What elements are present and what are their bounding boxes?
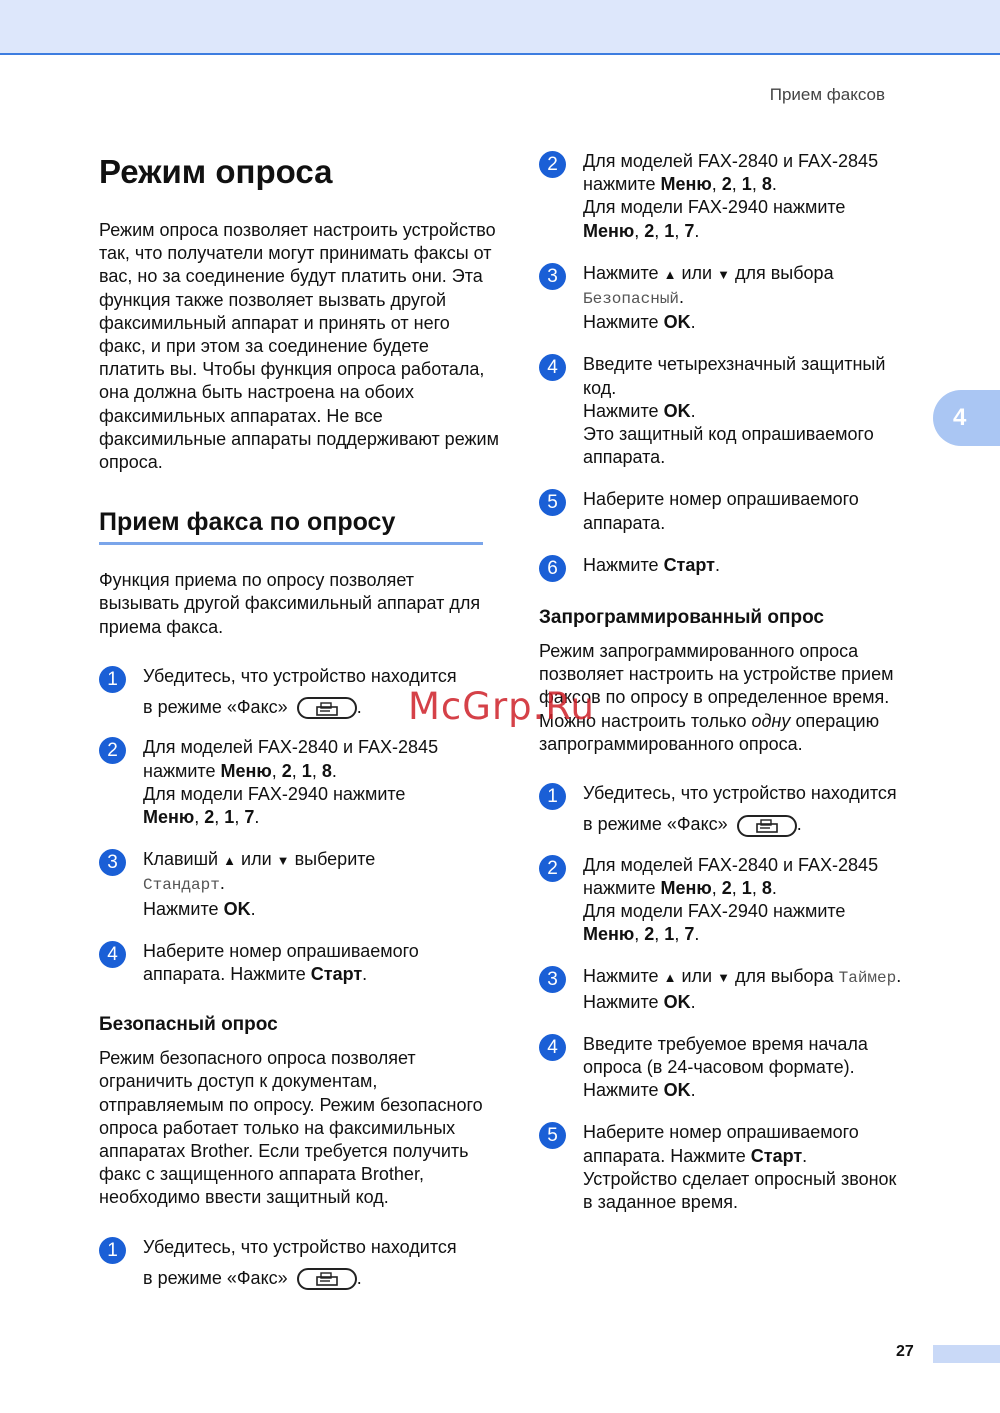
step-number-badge: 2 xyxy=(539,151,566,178)
step-number-badge: 4 xyxy=(539,1034,566,1061)
step-number-badge: 3 xyxy=(539,263,566,290)
step-2: 2 Для моделей FAX-2840 и FAX-2845 нажмите Меню, 2, 1, 8. Для модели FAX-2940 нажмите Меню, 2, 1, 7. xyxy=(539,854,939,947)
step-text: Нажмите xyxy=(583,991,659,1012)
step-2: 2 Для моделей FAX-2840 и FAX-2845 нажмите Меню, 2, 1, 8. Для модели FAX-2940 нажмите Меню, 2, 1, 7. xyxy=(99,736,499,829)
step-text: в режиме «Факс» xyxy=(583,814,728,835)
key-menu: Меню xyxy=(660,877,712,898)
step-number-badge: 2 xyxy=(99,737,126,764)
key-digit: 2 xyxy=(644,220,655,241)
key-digit: 8 xyxy=(321,760,332,781)
step-number-badge: 3 xyxy=(99,849,126,876)
step-number-badge: 4 xyxy=(99,941,126,968)
page-title: Режим опроса xyxy=(99,153,333,190)
step-3: 3 Нажмите ▲ или ▼ для выбора Безопасный. Нажмите OK. xyxy=(539,262,939,335)
step-1: 1 Убедитесь, что устройство находится в режиме «Факс» . xyxy=(99,665,499,719)
step-text: или xyxy=(681,262,713,283)
key-digit: 7 xyxy=(244,806,255,827)
key-digit: 1 xyxy=(664,924,675,945)
step-text: Убедитесь, что устройство находится xyxy=(583,783,897,804)
step-1: 1 Убедитесь, что устройство находится в режиме «Факс» . xyxy=(99,1236,499,1290)
step-number-badge: 6 xyxy=(539,555,566,582)
key-start: Старт xyxy=(663,554,715,575)
header-band xyxy=(0,0,1000,55)
step-1: 1 Убедитесь, что устройство находится в режиме «Факс» . xyxy=(539,782,939,836)
step-3: 3 Нажмите ▲ или ▼ для выбора Таймер. Нажмите OK. xyxy=(539,965,939,1013)
step-text: Наберите номер опрашиваемого xyxy=(583,489,859,510)
step-text: Нажмите xyxy=(583,312,659,333)
step-6: 6 Нажмите Старт. xyxy=(539,554,939,577)
step-text: Нажмите xyxy=(143,898,219,919)
key-ok: OK xyxy=(663,991,691,1012)
step-number-badge: 3 xyxy=(539,966,566,993)
key-digit: 2 xyxy=(721,877,732,898)
key-digit: 1 xyxy=(741,174,752,195)
paragraph-text: Режим запрограммированного опроса позволяет настроить на устройстве прием факсов по опросу в определенное время. Можно настроить только xyxy=(539,641,894,731)
watermark: McGrp.Ru xyxy=(408,685,595,728)
steps-programmed-polling xyxy=(539,782,939,1214)
paragraph-text: операцию запрограммированного опроса. xyxy=(539,710,880,754)
step-text: Нажмите xyxy=(583,400,659,421)
page-number: 27 xyxy=(896,1343,914,1360)
step-text: Для модели FAX-2940 нажмите xyxy=(143,783,406,804)
step-text: для выбора xyxy=(734,966,834,987)
step-text: нажмите xyxy=(583,174,656,195)
step-text: Для модели FAX-2940 нажмите xyxy=(583,900,846,921)
lcd-option: Стандарт xyxy=(143,876,220,895)
chapter-tab: 4 xyxy=(933,390,1000,446)
step-4: 4 Наберите номер опрашиваемого аппарата. Нажмите Старт. xyxy=(99,940,499,986)
step-text: нажмите xyxy=(583,877,656,898)
emphasis: одну xyxy=(751,710,791,731)
key-start: Старт xyxy=(750,1145,803,1166)
key-digit: 2 xyxy=(644,924,655,945)
key-menu: Меню xyxy=(583,220,635,241)
step-text: в режиме «Факс» xyxy=(143,697,288,718)
key-digit: 7 xyxy=(684,220,695,241)
step-text: Нажмите xyxy=(583,262,659,283)
step-number-badge: 1 xyxy=(539,783,566,810)
lcd-option: Таймер xyxy=(838,969,897,988)
step-4: 4 Введите требуемое время начала опроса (в 24-часовом формате). Нажмите OK. xyxy=(539,1033,939,1103)
section-paragraph: Функция приема по опросу позволяет вызывать другой факсимильный аппарат для приема факса. xyxy=(99,570,481,637)
key-menu: Меню xyxy=(143,806,195,827)
key-menu: Меню xyxy=(583,924,635,945)
intro-paragraph: Режим опроса позволяет настроить устройство так, что получатели могут принимать факсы от вас, но за соединение будут платить они. Эта функция также позволяет вызвать другой факсимильный аппарат и принять от него факс, и при этом за соединение будете платить вы. Чтобы функция опроса работала, она должна быть настроена на обоих факсимильных аппаратах. Не все факсимильные аппараты поддерживают режим опроса. xyxy=(99,220,499,473)
step-number-badge: 5 xyxy=(539,1122,566,1149)
programmed-polling-paragraph xyxy=(539,640,939,756)
step-text: для выбора xyxy=(734,262,834,283)
down-arrow-icon: ▼ xyxy=(717,266,730,282)
key-ok: OK xyxy=(663,400,691,421)
step-text: в заданное время. xyxy=(583,1191,738,1212)
up-arrow-icon: ▲ xyxy=(223,853,237,869)
secure-polling-paragraph: Режим безопасного опроса позволяет ограничить доступ к документам, отправляемым по опросу. Режим безопасного опроса работает только на факсимильных аппаратах Brother. Если требуется получить факс с защищенного аппарата Brother, необходимо ввести защитный код. xyxy=(99,1048,483,1208)
key-menu: Меню xyxy=(660,174,712,195)
step-number-badge: 2 xyxy=(539,855,566,882)
step-number-badge: 1 xyxy=(99,1237,126,1264)
step-text: или xyxy=(241,849,272,870)
step-text: Для модели FAX-2940 нажмите xyxy=(583,197,846,218)
step-4: 4 Введите четырехзначный защитный код. Нажмите OK. Это защитный код опрашиваемого аппарата. xyxy=(539,353,939,469)
step-text: Для моделей FAX-2840 и FAX-2845 xyxy=(143,737,439,758)
step-number-badge: 1 xyxy=(99,666,126,693)
step-text: Убедитесь, что устройство находится xyxy=(143,665,457,686)
step-2: 2 Для моделей FAX-2840 и FAX-2845 нажмите Меню, 2, 1, 8. Для модели FAX-2940 нажмите Меню, 2, 1, 7. xyxy=(539,150,939,243)
key-digit: 2 xyxy=(721,174,732,195)
steps-secure-polling-left xyxy=(99,1236,499,1290)
step-text: Нажмите xyxy=(583,1080,659,1101)
fax-mode-button-icon xyxy=(737,815,797,837)
key-digit: 1 xyxy=(301,760,312,781)
key-ok: OK xyxy=(663,1080,691,1101)
fax-mode-button-icon xyxy=(297,697,357,719)
up-arrow-icon: ▲ xyxy=(663,970,677,986)
key-digit: 2 xyxy=(281,760,292,781)
section-heading-programmed-polling: Запрограммированный опрос xyxy=(539,607,824,629)
step-text: Введите требуемое время начала xyxy=(583,1033,868,1054)
step-text: Наберите номер опрашиваемого xyxy=(583,1122,859,1143)
step-text: Наберите номер опрашиваемого xyxy=(143,940,419,961)
step-text: Это защитный код опрашиваемого xyxy=(583,424,874,445)
step-text: Введите четырехзначный защитный xyxy=(583,354,886,375)
key-start: Старт xyxy=(310,963,363,984)
step-text: Для моделей FAX-2840 и FAX-2845 xyxy=(583,151,879,171)
running-head: Прием факсов xyxy=(769,85,885,104)
step-5 xyxy=(539,488,939,534)
key-digit: 8 xyxy=(761,174,772,195)
step-text: аппарата. xyxy=(583,512,666,533)
lcd-option: Безопасный xyxy=(583,290,680,309)
up-arrow-icon: ▲ xyxy=(663,266,677,282)
down-arrow-icon: ▼ xyxy=(276,853,290,869)
key-ok: OK xyxy=(223,898,251,919)
step-text: Нажмите xyxy=(583,554,659,575)
steps-secure-polling-right xyxy=(539,150,939,577)
page-footer-bar xyxy=(933,1345,1000,1363)
step-text: Клавишй xyxy=(143,849,219,870)
step-text: опроса (в 24-часовом формате). xyxy=(583,1056,855,1077)
step-number-badge: 5 xyxy=(539,489,566,516)
key-digit: 8 xyxy=(761,877,772,898)
step-text: Нажмите xyxy=(583,966,659,987)
step-text: аппарата. Нажмите xyxy=(143,963,306,984)
step-text: Устройство сделает опросный звонок xyxy=(583,1168,897,1189)
step-text: или xyxy=(681,966,713,987)
key-menu: Меню xyxy=(220,760,272,781)
key-digit: 1 xyxy=(224,806,235,827)
step-3: 3 Клавишй ▲ или ▼ выберите Стандарт. Нажмите OK. xyxy=(99,848,499,921)
key-digit: 1 xyxy=(741,877,752,898)
step-number-badge: 4 xyxy=(539,354,566,381)
section-heading-polling-receive: Прием факса по опросу xyxy=(99,506,483,545)
down-arrow-icon: ▼ xyxy=(717,970,730,986)
key-digit: 7 xyxy=(684,924,695,945)
step-text: аппарата. Нажмите xyxy=(583,1145,746,1166)
key-digit: 1 xyxy=(664,220,675,241)
right-column xyxy=(539,150,939,1214)
step-text: аппарата. xyxy=(583,447,666,468)
step-text: Для моделей FAX-2840 и FAX-2845 xyxy=(583,854,879,875)
step-text: выберите xyxy=(294,849,376,870)
step-text: Убедитесь, что устройство находится xyxy=(143,1236,457,1257)
step-text: код. xyxy=(583,377,617,398)
fax-mode-button-icon xyxy=(297,1268,357,1290)
section-heading-secure-polling: Безопасный опрос xyxy=(99,1014,278,1036)
step-5: 5 Наберите номер опрашиваемого аппарата. Нажмите Старт. Устройство сделает опросный звонок в заданное время. xyxy=(539,1121,939,1214)
step-text: в режиме «Факс» xyxy=(143,1267,288,1288)
key-digit: 2 xyxy=(204,806,215,827)
step-text: нажмите xyxy=(143,760,216,781)
key-ok: OK xyxy=(663,312,691,333)
